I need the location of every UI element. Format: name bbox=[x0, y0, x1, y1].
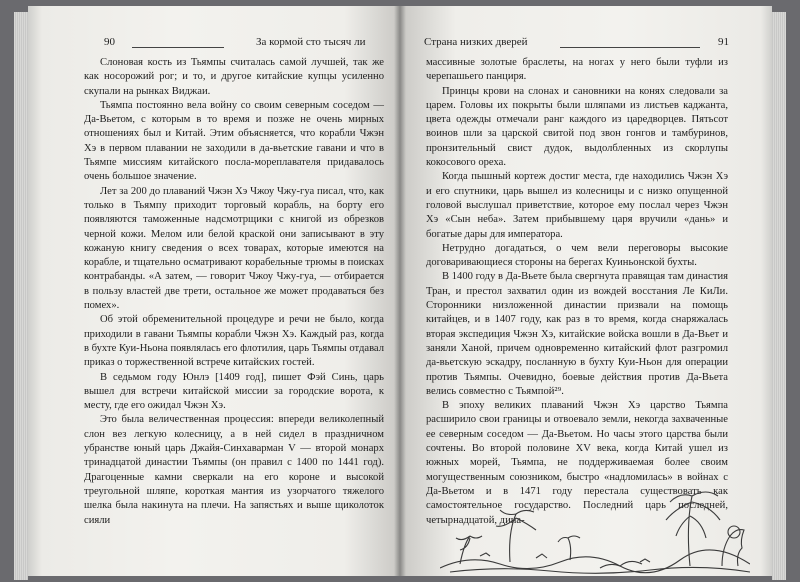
paragraph: Нетрудно догадаться, о чем вели переговоры высокие договаривающиеся стороны на берегах Куиньонской бухты. bbox=[426, 242, 728, 269]
left-header-rule bbox=[132, 47, 224, 48]
paragraph: Об этой обременительной процедуре и речи не было, когда приходили в гавани Тьямпы корабли Чжэн Хэ. Каждый раз, когда в бухте Куи-Ньона появлялась его флотилия, царь Тьямпы отдавал приказ о торжественной встрече китайских гостей. bbox=[84, 314, 385, 369]
paragraph: Слоновая кость из Тьямпы считалась самой лучшей, так же как носорожий рог; и то, и другое китайские купцы усиленно скупали на рынках Виджаи. bbox=[84, 57, 384, 97]
paragraph: В эпоху великих плаваний Чжэн Хэ царство Тьямпа расширило свои границы и отвоевало земли, некогда захваченные ее северным соседом — Да-Вьетом. Но часы этого царства были сочтены. Во второй половине XV века, когда Китай ушел из южных морей, Тьямпа, не поддерживаемая более своим могущественным союзником, быстро «надломилась» в войнах с Да-Вьетом и в 1471 году перестала существовать как самостоятельное государство. Последний царь последней, четырнадцатой, дина- bbox=[426, 400, 728, 526]
paragraph: В 1400 году в Да-Вьете была свергнута правящая там династия Тран, и престол захватил один из вождей восстания Ле КиЛи. Сторонники низложенной династии призвали на помощь китайцев, и в 1407 году, как раз в то время, когда снаряжалась вторая экспедиция Чжэн Хэ, китайские войска вошли в Да-Вьет и заняли Ханой, причем одновременно китайский флот разгромил да-вьетскую эскадру, посланную в бухту Куи-Ньон для операции против Тьямпы. Очевидно, боевые действия против Да-Вьета велись совместно с Тьямпой²⁹. bbox=[426, 271, 728, 397]
paragraph: Принцы крови на слонах и сановники на конях следовали за царем. Головы их покрыты были шляпами из листьев каджанта, цвета одежды отмечали ранг каждого из царедворцев. Пятьсот воинов шли за царской свитой под звон гонгов и тамбуринов, пронзительный свист дудок, выдолбленных из скорлупы кокосового ореха. bbox=[426, 85, 728, 169]
paragraph: Это была величественная процессия: впереди великолепный слон вез легкую колесницу, а в ней сидел в праздничном убранстве юный царь Джайя-Синхаварман V — второй монарх тринадцатой династии Тьямпы (он правил с 1400 по 1441 год). Драгоценные камни сверкали на его короне и высокой треугольной шляпе, короткая мантия из узорчатого тяжелого шелка была накинута на плечи. На запястьях и выше щиколоток сияли bbox=[84, 414, 384, 526]
right-header-rule bbox=[560, 47, 700, 48]
open-book bbox=[14, 6, 786, 576]
left-page-edges bbox=[14, 12, 28, 580]
left-page-body bbox=[84, 56, 384, 528]
right-page-edges bbox=[772, 12, 786, 580]
right-running-head: Страна низких дверей bbox=[424, 36, 528, 48]
left-running-head: За кормой сто тысяч ли bbox=[256, 36, 366, 48]
right-page-number: 91 bbox=[718, 36, 729, 48]
paragraph: Лет за 200 до плаваний Чжэн Хэ Чжоу Чжу-гуа писал, что, как только в Тьямпу приходит торговый корабль, на борту его появляются таможенные надсмотрщики с книгой из обрезков черной кожи. Мелом или белой краской они записывают в эту кожаную книгу сведения о всех товарах, которые имеются на корабле, и тщательно осматривают корабельные трюмы в поисках контрабанды. «А затем, — говорит Чжоу Чжу-гуа, — отбирается в пользу властей две трети, остальное же может продаваться без помех». bbox=[84, 185, 384, 312]
landscape-illustration bbox=[440, 476, 750, 576]
left-page bbox=[28, 6, 400, 576]
paragraph: В седьмом году Юнлэ [1409 год], пишет Фэй Синь, царь вышел для встречи китайской миссии за городские ворота, к месту, где его ожидал Чжэн Хэ. bbox=[84, 371, 384, 412]
paragraph: Когда пышный кортеж достиг места, где находились Чжэн Хэ и его спутники, царь вышел из колесницы и с низко опущенной головой выслушал приветствие, которое ему послал через Чжэн Хэ «Сын неба». Затем прибывшему царя вручили «дань» и богатые дары для императора. bbox=[426, 171, 728, 240]
right-page-body bbox=[426, 56, 728, 528]
paragraph: массивные золотые браслеты, на ногах у него были туфли из черепашьего панциря. bbox=[426, 57, 728, 83]
paragraph: Тьямпа постоянно вела войну со своим северным соседом — Да-Вьетом, с которым в то время и позже не очень мирных отношениях был и Китай. Этим объясняется, что корабли Чжэн Хэ в первом плавании не заходили в да-вьетские гавани и что в Тьямпе миссиям китайского посла-мореплавателя придавалось очень большое значение. bbox=[84, 99, 384, 183]
book-gutter bbox=[394, 6, 406, 576]
left-page-number: 90 bbox=[104, 36, 115, 48]
right-page bbox=[400, 6, 772, 576]
